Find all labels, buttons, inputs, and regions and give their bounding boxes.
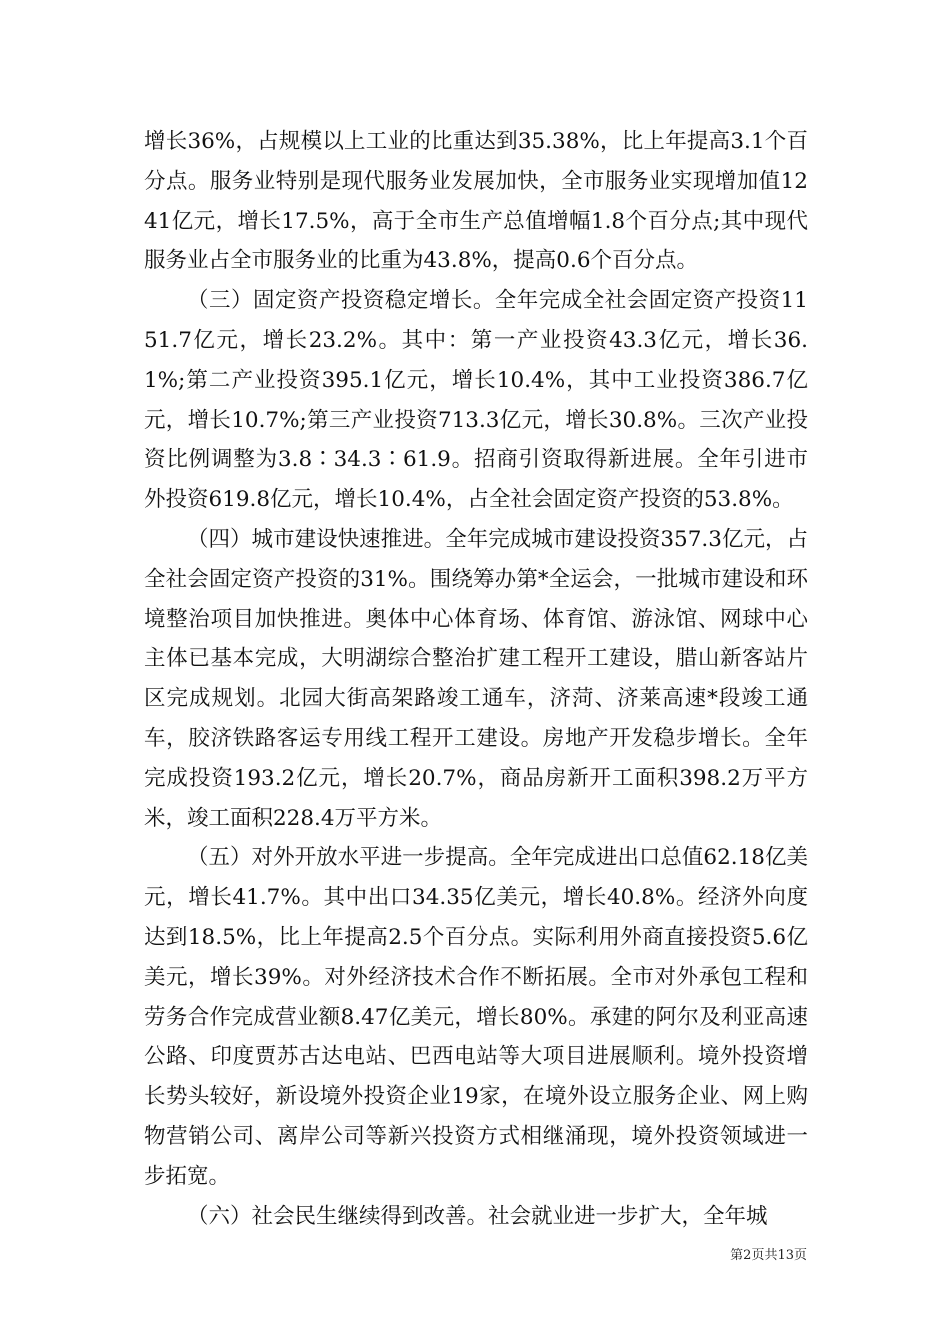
paragraph-section-5-opening-up: （五）对外开放水平进一步提高。全年完成进出口总值62.18亿美元，增长41.7%。其中出口34.35亿美元，增长40.8%。经济外向度达到18.5%，比上年提高2.5个百分点。实际利用外商直接投资5.6亿美元，增长39%。对外经济技术合作不断拓展。全市对外承包工程和劳务合作完成营业额8.47亿美元，增长80%。承建的阿尔及利亚高速公路、印度贾苏古达电站、巴西电站等大项目进展顺利。境外投资增长势头较好，新设境外投资企业19家，在境外设立服务企业、网上购物营销公司、离岸公司等新兴投资方式相继涌现，境外投资领域进一步拓宽。 [144, 845, 808, 1189]
paragraph-section-4-urban-construction: （四）城市建设快速推进。全年完成城市建设投资357.3亿元，占全社会固定资产投资的31%。围绕筹办第*全运会，一批城市建设和环境整治项目加快推进。奥体中心体育场、体育馆、游泳馆、网球中心主体已基本完成，大明湖综合整治扩建工程开工建设，腊山新客站片区完成规划。北园大街高架路竣工通车，济菏、济莱高速*段竣工通车，胶济铁路客运专用线工程开工建设。房地产开发稳步增长。全年完成投资193.2亿元，增长20.7%，商品房新开工面积398.2万平方米，竣工面积228.4万平方米。 [144, 526, 808, 831]
page-number-footer: 第2页共13页 [730, 1248, 807, 1263]
document-body [144, 122, 808, 1236]
paragraph-continuation: 增长36%，占规模以上工业的比重达到35.38%，比上年提高3.1个百分点。服务业特别是现代服务业发展加快，全市服务业实现增加值1241亿元，增长17.5%，高于全市生产总值增幅1.8个百分点;其中现代服务业占全市服务业的比重为43.8%，提高0.6个百分点。 [144, 129, 808, 274]
paragraph-section-3-fixed-asset-investment: （三）固定资产投资稳定增长。全年完成全社会固定资产投资1151.7亿元，增长23.2%。其中：第一产业投资43.3亿元，增长36.1%;第二产业投资395.1亿元，增长10.4%，其中工业投资386.7亿元，增长10.7%;第三产业投资713.3亿元，增长30.8%。三次产业投资比例调整为3.8∶34.3∶61.9。招商引资取得新进展。全年引进市外投资619.8亿元，增长10.4%，占全社会固定资产投资的53.8%。 [144, 288, 808, 513]
paragraph-section-6-livelihood: （六）社会民生继续得到改善。社会就业进一步扩大，全年城 [187, 1203, 768, 1229]
